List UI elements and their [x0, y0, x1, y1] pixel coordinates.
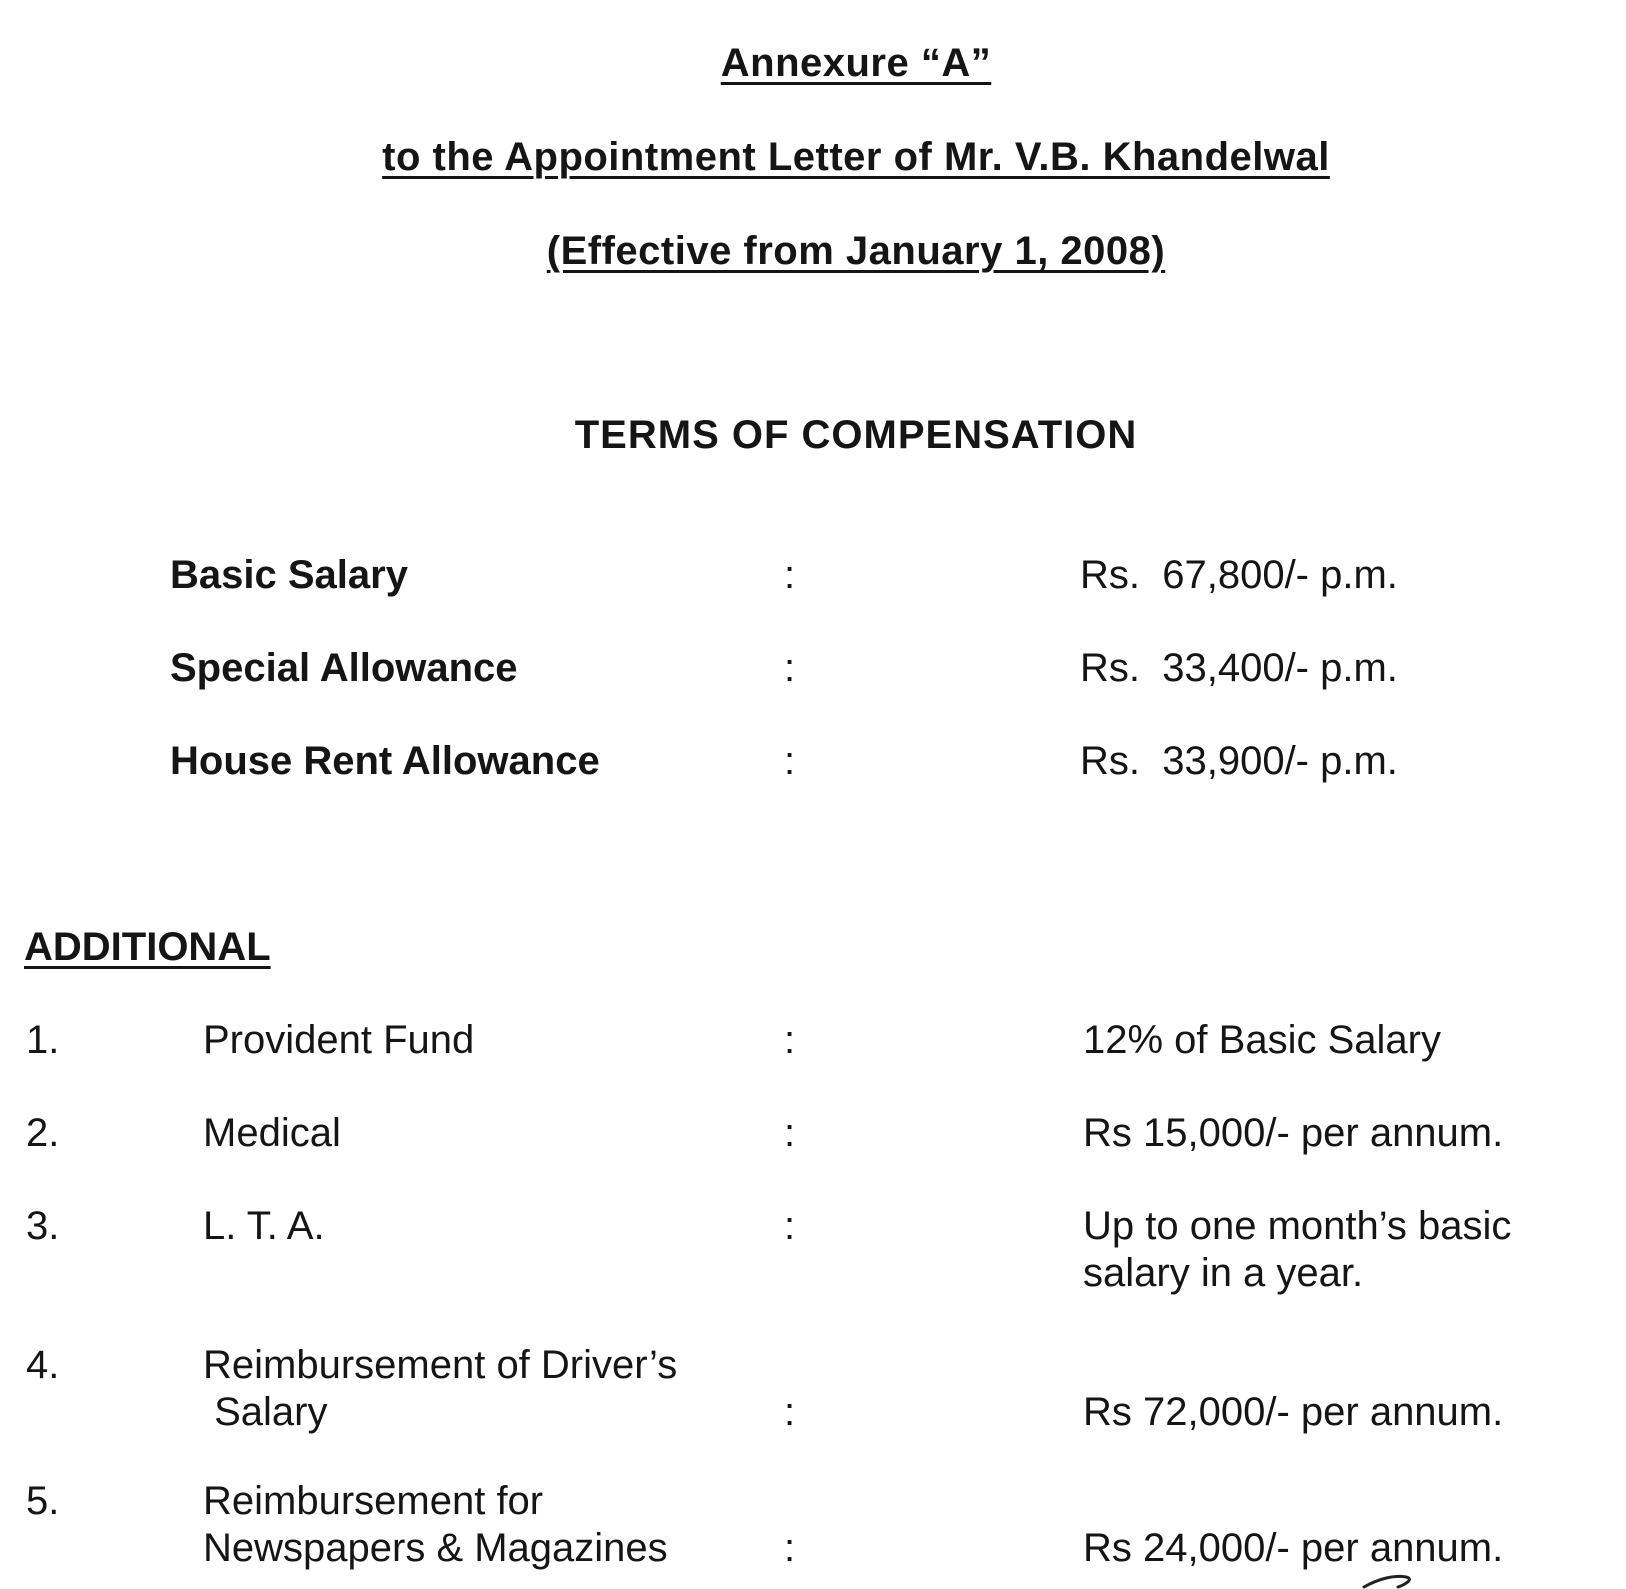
item-label: Reimbursement for Newspapers & Magazines: [203, 1479, 668, 1570]
item-value: Rs 15,000/- per annum.: [1083, 1111, 1504, 1155]
colon: :: [784, 1018, 796, 1062]
compensation-label: Basic Salary: [170, 553, 408, 597]
item-number: 5.: [26, 1479, 60, 1523]
compensation-label: Special Allowance: [170, 646, 518, 690]
compensation-row-house-rent-allowance: [0, 736, 1626, 786]
additional-item-lta: [0, 1203, 1626, 1303]
item-value: Rs 24,000/- per annum.: [1083, 1526, 1504, 1570]
compensation-value: Rs. 33,900/- p.m.: [1080, 739, 1398, 783]
additional-item-driver-salary: [0, 1342, 1626, 1442]
terms-title: TERMS OF COMPENSATION: [574, 413, 1138, 457]
item-label: Reimbursement of Driver’s Salary: [203, 1343, 678, 1434]
compensation-value: Rs. 33,400/- p.m.: [1080, 646, 1398, 690]
item-value: Rs 72,000/- per annum.: [1083, 1390, 1504, 1434]
additional-item-provident-fund: [0, 1017, 1626, 1067]
item-label: Medical: [203, 1111, 341, 1155]
colon: :: [784, 1204, 796, 1248]
additional-item-medical: [0, 1110, 1626, 1160]
additional-item-newspapers-magazines: [0, 1478, 1626, 1578]
colon: :: [784, 739, 796, 783]
item-value: Up to one month’s basic salary in a year.: [1083, 1204, 1512, 1295]
compensation-row-special-allowance: [0, 643, 1626, 693]
effective-date: (Effective from January 1, 2008): [546, 229, 1166, 273]
signature-stroke-icon: [1360, 1570, 1440, 1589]
appointment-letter-subtitle: to the Appointment Letter of Mr. V.B. Khandelwal: [382, 135, 1330, 179]
item-number: 1.: [26, 1018, 60, 1062]
colon: :: [784, 1526, 796, 1570]
colon: :: [784, 1390, 796, 1434]
colon: :: [784, 553, 796, 597]
item-value: 12% of Basic Salary: [1083, 1018, 1441, 1062]
compensation-row-basic-salary: [0, 550, 1626, 600]
item-number: 2.: [26, 1111, 60, 1155]
item-number: 4.: [26, 1343, 60, 1387]
additional-heading: ADDITIONAL: [24, 925, 271, 969]
colon: :: [784, 1111, 796, 1155]
compensation-value: Rs. 67,800/- p.m.: [1080, 553, 1398, 597]
compensation-label: House Rent Allowance: [170, 739, 600, 783]
item-number: 3.: [26, 1204, 60, 1248]
item-label: L. T. A.: [203, 1204, 325, 1248]
item-label: Provident Fund: [203, 1018, 475, 1062]
annexure-title: Annexure “A”: [720, 41, 992, 85]
colon: :: [784, 646, 796, 690]
